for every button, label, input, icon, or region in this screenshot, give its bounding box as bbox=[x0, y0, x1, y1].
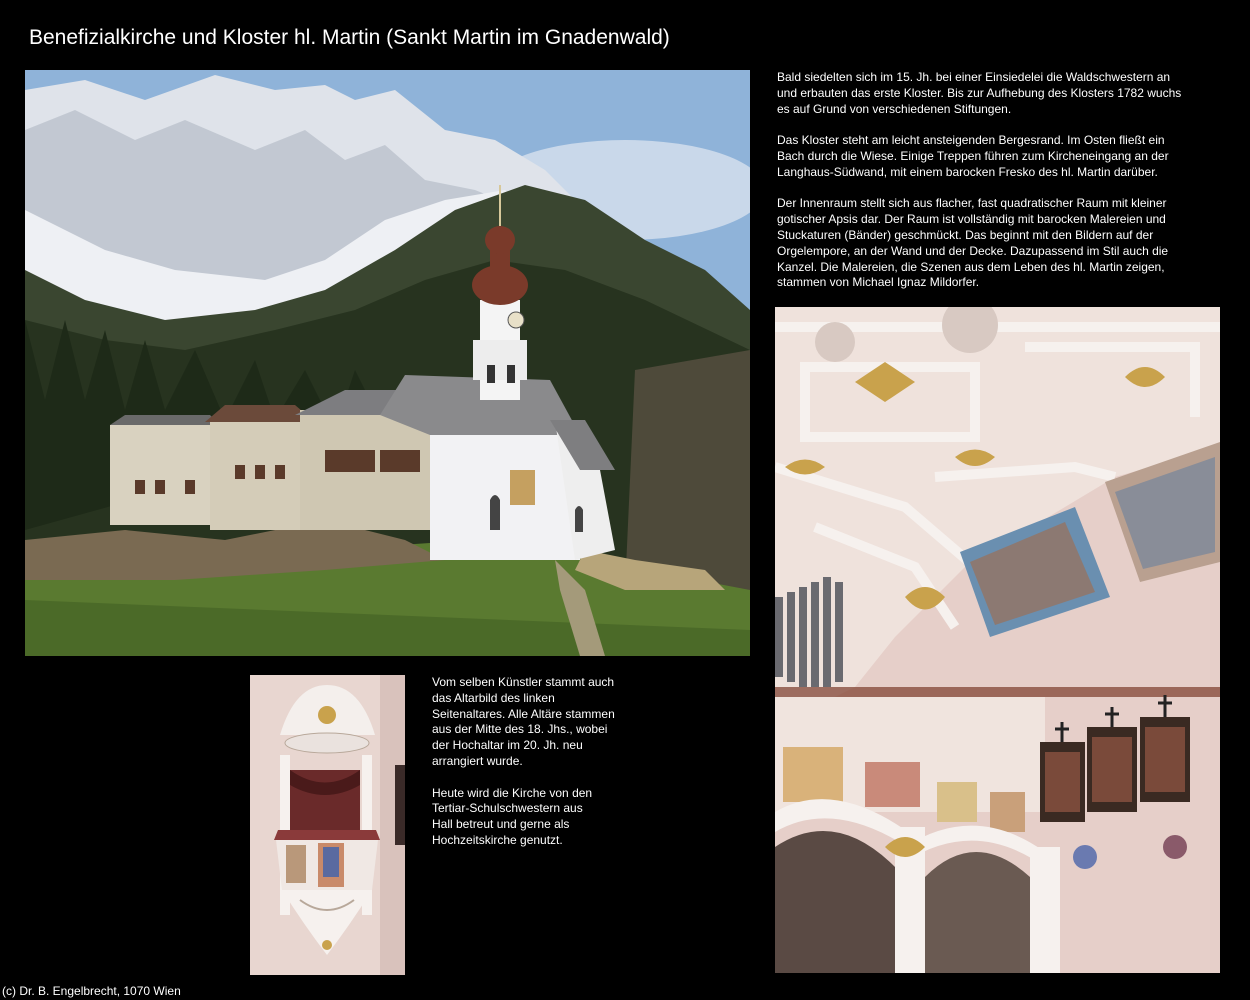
paragraph-location: Das Kloster steht am leicht ansteigenden Bergesrand. Im Osten fließt ein Bach durch die Wiese. Einige Treppen führen zum Kircheneingang an der Langhaus-Südwand, mit einem barocken Fresko des hl. Martin darüber. bbox=[777, 133, 1169, 179]
page-title: Benefizialkirche und Kloster hl. Martin (Sankt Martin im Gnadenwald) bbox=[29, 26, 670, 49]
description-text-right bbox=[777, 70, 1217, 291]
paragraph-today: Heute wird die Kirche von den Tertiar-Schulschwestern aus Hall betreut und gerne als Hochzeitskirche genutzt. bbox=[432, 785, 593, 847]
paragraph-history: Bald siedelten sich im 15. Jh. bei einer Einsiedelei die Waldschwestern an und erbauten das erste Kloster. Bis zur Aufhebung des Klosters 1782 wuchs es auf Grund von verschiedenen Stiftungen. bbox=[777, 70, 1182, 116]
paragraph-altars: Vom selben Künstler stammt auch das Altarbild des linken Seitenaltares. Alle Altäre stammen aus der Mitte des 18. Jhs., wobei der Hochaltar im 20. Jh. neu arrangiert wurde. bbox=[432, 675, 615, 768]
paragraph-interior: Der Innenraum stellt sich aus flacher, fast quadratischer Raum mit kleiner gotischer Apsis dar. Der Raum ist vollständig mit barocken Malereien und Stuckaturen (Bänder) geschmückt. Das beginnt mit den Bildern auf der Orgelempore, an der Wand und der Decke. Dazupassend im Stil auch die Kanzel. Die Malereien, die Szenen aus dem Leben des hl. Martin zeigen, stammen von Michael Ignaz Mildorfer. bbox=[777, 196, 1169, 290]
church-interior-photo bbox=[775, 307, 1220, 973]
church-exterior-photo bbox=[25, 70, 750, 656]
copyright-notice: (c) Dr. B. Engelbrecht, 1070 Wien bbox=[2, 984, 181, 998]
description-text-middle bbox=[432, 675, 632, 849]
pulpit-photo bbox=[250, 675, 405, 975]
